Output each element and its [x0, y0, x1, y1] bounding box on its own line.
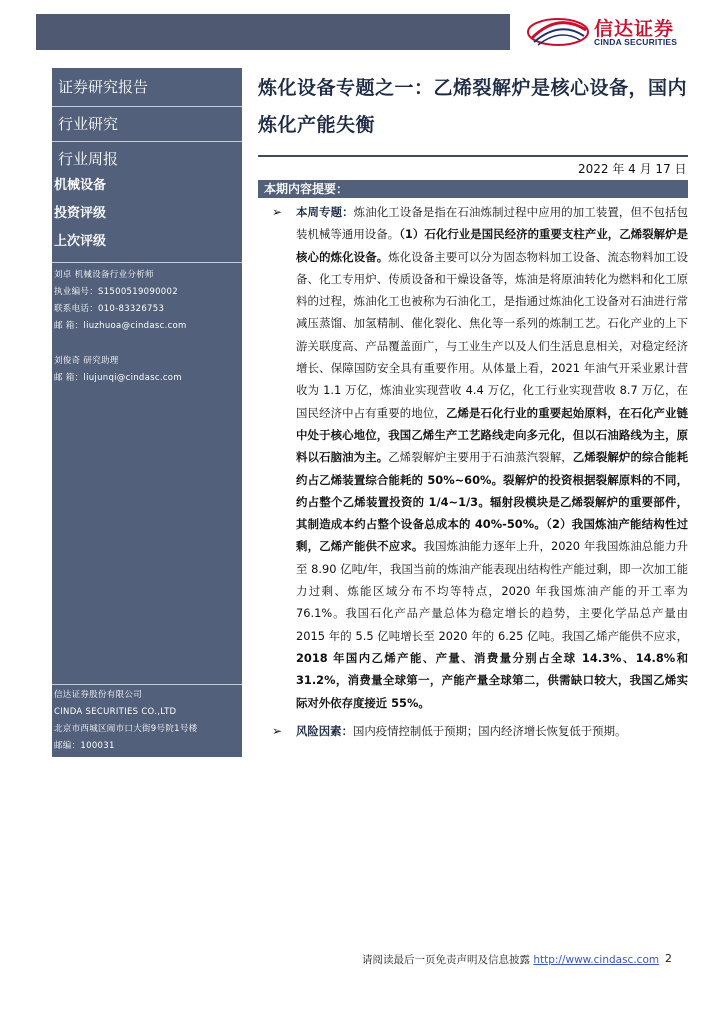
- sidebar-category-industry: 机械设备: [54, 178, 107, 193]
- risk-text: 国内疫情控制低于预期；国内经济增长恢复低于预期。: [352, 723, 627, 738]
- risk-paragraph: [272, 720, 688, 742]
- analyst-phone: 联系电话：010-83326753: [54, 304, 165, 314]
- sidebar-category-last-rating: 上次评级: [54, 234, 107, 249]
- page-number: 2: [665, 952, 672, 965]
- topic-paragraph: [272, 201, 688, 714]
- company-info: [52, 680, 242, 755]
- topic-text-4: 我国炼油能力逐年上升，2020 年我国炼油总能力升至 8.90 亿吨/年，我国当前的炼油产能表现出结构性产能过剩，即一次加工能力过剩、炼能区域分布不均等特点，2020 年我国炼油产能的开工率为 76.1%。我国石化产品产量总体为稳定增长的趋势，主要化学品总产量由 2015 年的 5.5 亿吨增长至 2020 年的 6.25 亿吨。我国乙烯产能供不应求，: [296, 539, 688, 643]
- sidebar-header-report-type: 证券研究报告: [52, 68, 242, 107]
- topic-text-1: 炼油化工设备是指在石油炼制过程中应用的加工装置，但不包括包装机械等通用设备。: [296, 205, 688, 242]
- summary-label: 本期内容提要：: [264, 182, 349, 196]
- assistant-email: 邮 箱：liujunqi@cindasc.com: [54, 373, 182, 383]
- arrow-bullet-icon: ➢: [272, 205, 283, 219]
- report-title: 炼化设备专题之一：乙烯裂解炉是核心设备，国内炼化产能失衡: [258, 77, 688, 136]
- topic-text-3: 乙烯裂解炉主要用于石油蒸汽裂解，: [388, 450, 573, 465]
- topic-bold-3: 乙烯裂解炉的综合能耗约占乙烯装置综合能耗的 50%~60%。裂解炉的投资根据裂解原料的不同，约占整个乙烯装置投资的 1/4~1/3。辐射段模块是乙烯裂解炉的重要部件，其制造成本约占整个设备总成本的 40%-50%。（2）我国炼油产能结构性过剩，乙烯产能供不应求。: [296, 450, 688, 554]
- assistant-name: 刘俊奇 研究助理: [54, 356, 119, 366]
- company-postcode: 邮编：100031: [54, 741, 115, 751]
- brand-name-en: CINDA SECURITIES: [594, 37, 678, 47]
- header-bar: [36, 14, 510, 50]
- footer-link[interactable]: http://www.cindasc.com: [533, 954, 660, 966]
- topic-text-2: 炼化设备主要可以分为固态物料加工设备、流态物料加工设备、化工专用炉、传质设备和干燥设备等，炼油是将原油转化为燃料和化工原料的过程，炼油化工也被称为石油化工，是指通过炼油化工设备对石油进行常减压蒸馏、加氢精制、催化裂化、焦化等一系列的炼制工艺。石化产业的上下游关联度高、产品覆盖面广，与工业生产以及人们生活息息相关，对稳定经济增长、保障国防安全具有重要作用。从体量上看，2021 年油气开采业累计营收为 1.1 万亿，炼油业实现营收 4.4 万亿，化工行业实现营收 8.7 万亿，在国民经济中占有重要的地位，: [296, 249, 688, 420]
- footer: [362, 952, 659, 967]
- company-name-cn: 信达证券股份有限公司: [54, 690, 143, 700]
- company-address: 北京市西城区闹市口大街9号院1号楼: [54, 724, 198, 734]
- sidebar-divider: [52, 262, 242, 263]
- company-divider: [52, 684, 242, 685]
- risk-lead: 风险因素：: [296, 723, 353, 738]
- sidebar-category-rating: 投资评级: [54, 206, 107, 221]
- footer-disclaimer: 请阅读最后一页免责声明及信息披露: [362, 954, 530, 966]
- topic-bold-1: （1）石化行业是国民经济的重要支柱产业，乙烯裂解炉是核心的炼化设备。: [296, 227, 688, 264]
- sidebar-header-weekly: 行业周报: [58, 150, 119, 168]
- analyst-name: 刘卓 机械设备行业分析师: [54, 270, 154, 280]
- analyst-email: 邮 箱：liuzhuoa@cindasc.com: [54, 321, 187, 331]
- topic-lead: 本周专题：: [296, 205, 354, 219]
- title-divider: [258, 155, 688, 157]
- report-body: [272, 201, 688, 742]
- sidebar: [52, 68, 242, 757]
- arrow-bullet-icon: ➢: [272, 723, 283, 738]
- company-name-en: CINDA SECURITIES CO.,LTD: [54, 707, 177, 717]
- topic-bold-2: 乙烯是石化行业的重要起始原料，在石化产业链中处于核心地位，我国乙烯生产工艺路线走向多元化，但以石油路线为主，原料以石脑油为主。: [296, 405, 688, 465]
- sidebar-header-research: 行业研究: [52, 107, 242, 142]
- report-date: 2022 年 4 月 17 日: [578, 162, 687, 176]
- analyst-license: 执业编号：S1500519090002: [54, 287, 178, 297]
- topic-bold-4: 2018 年国内乙烯产能、产量、消费量分别占全球 14.3%、14.8%和 31.2%，消费量全球第一，产能产量全球第二，供需缺口较大，我国乙烯实际对外依存度接近 55%。: [296, 650, 688, 710]
- brand-name-cn: 信达证券: [594, 18, 675, 40]
